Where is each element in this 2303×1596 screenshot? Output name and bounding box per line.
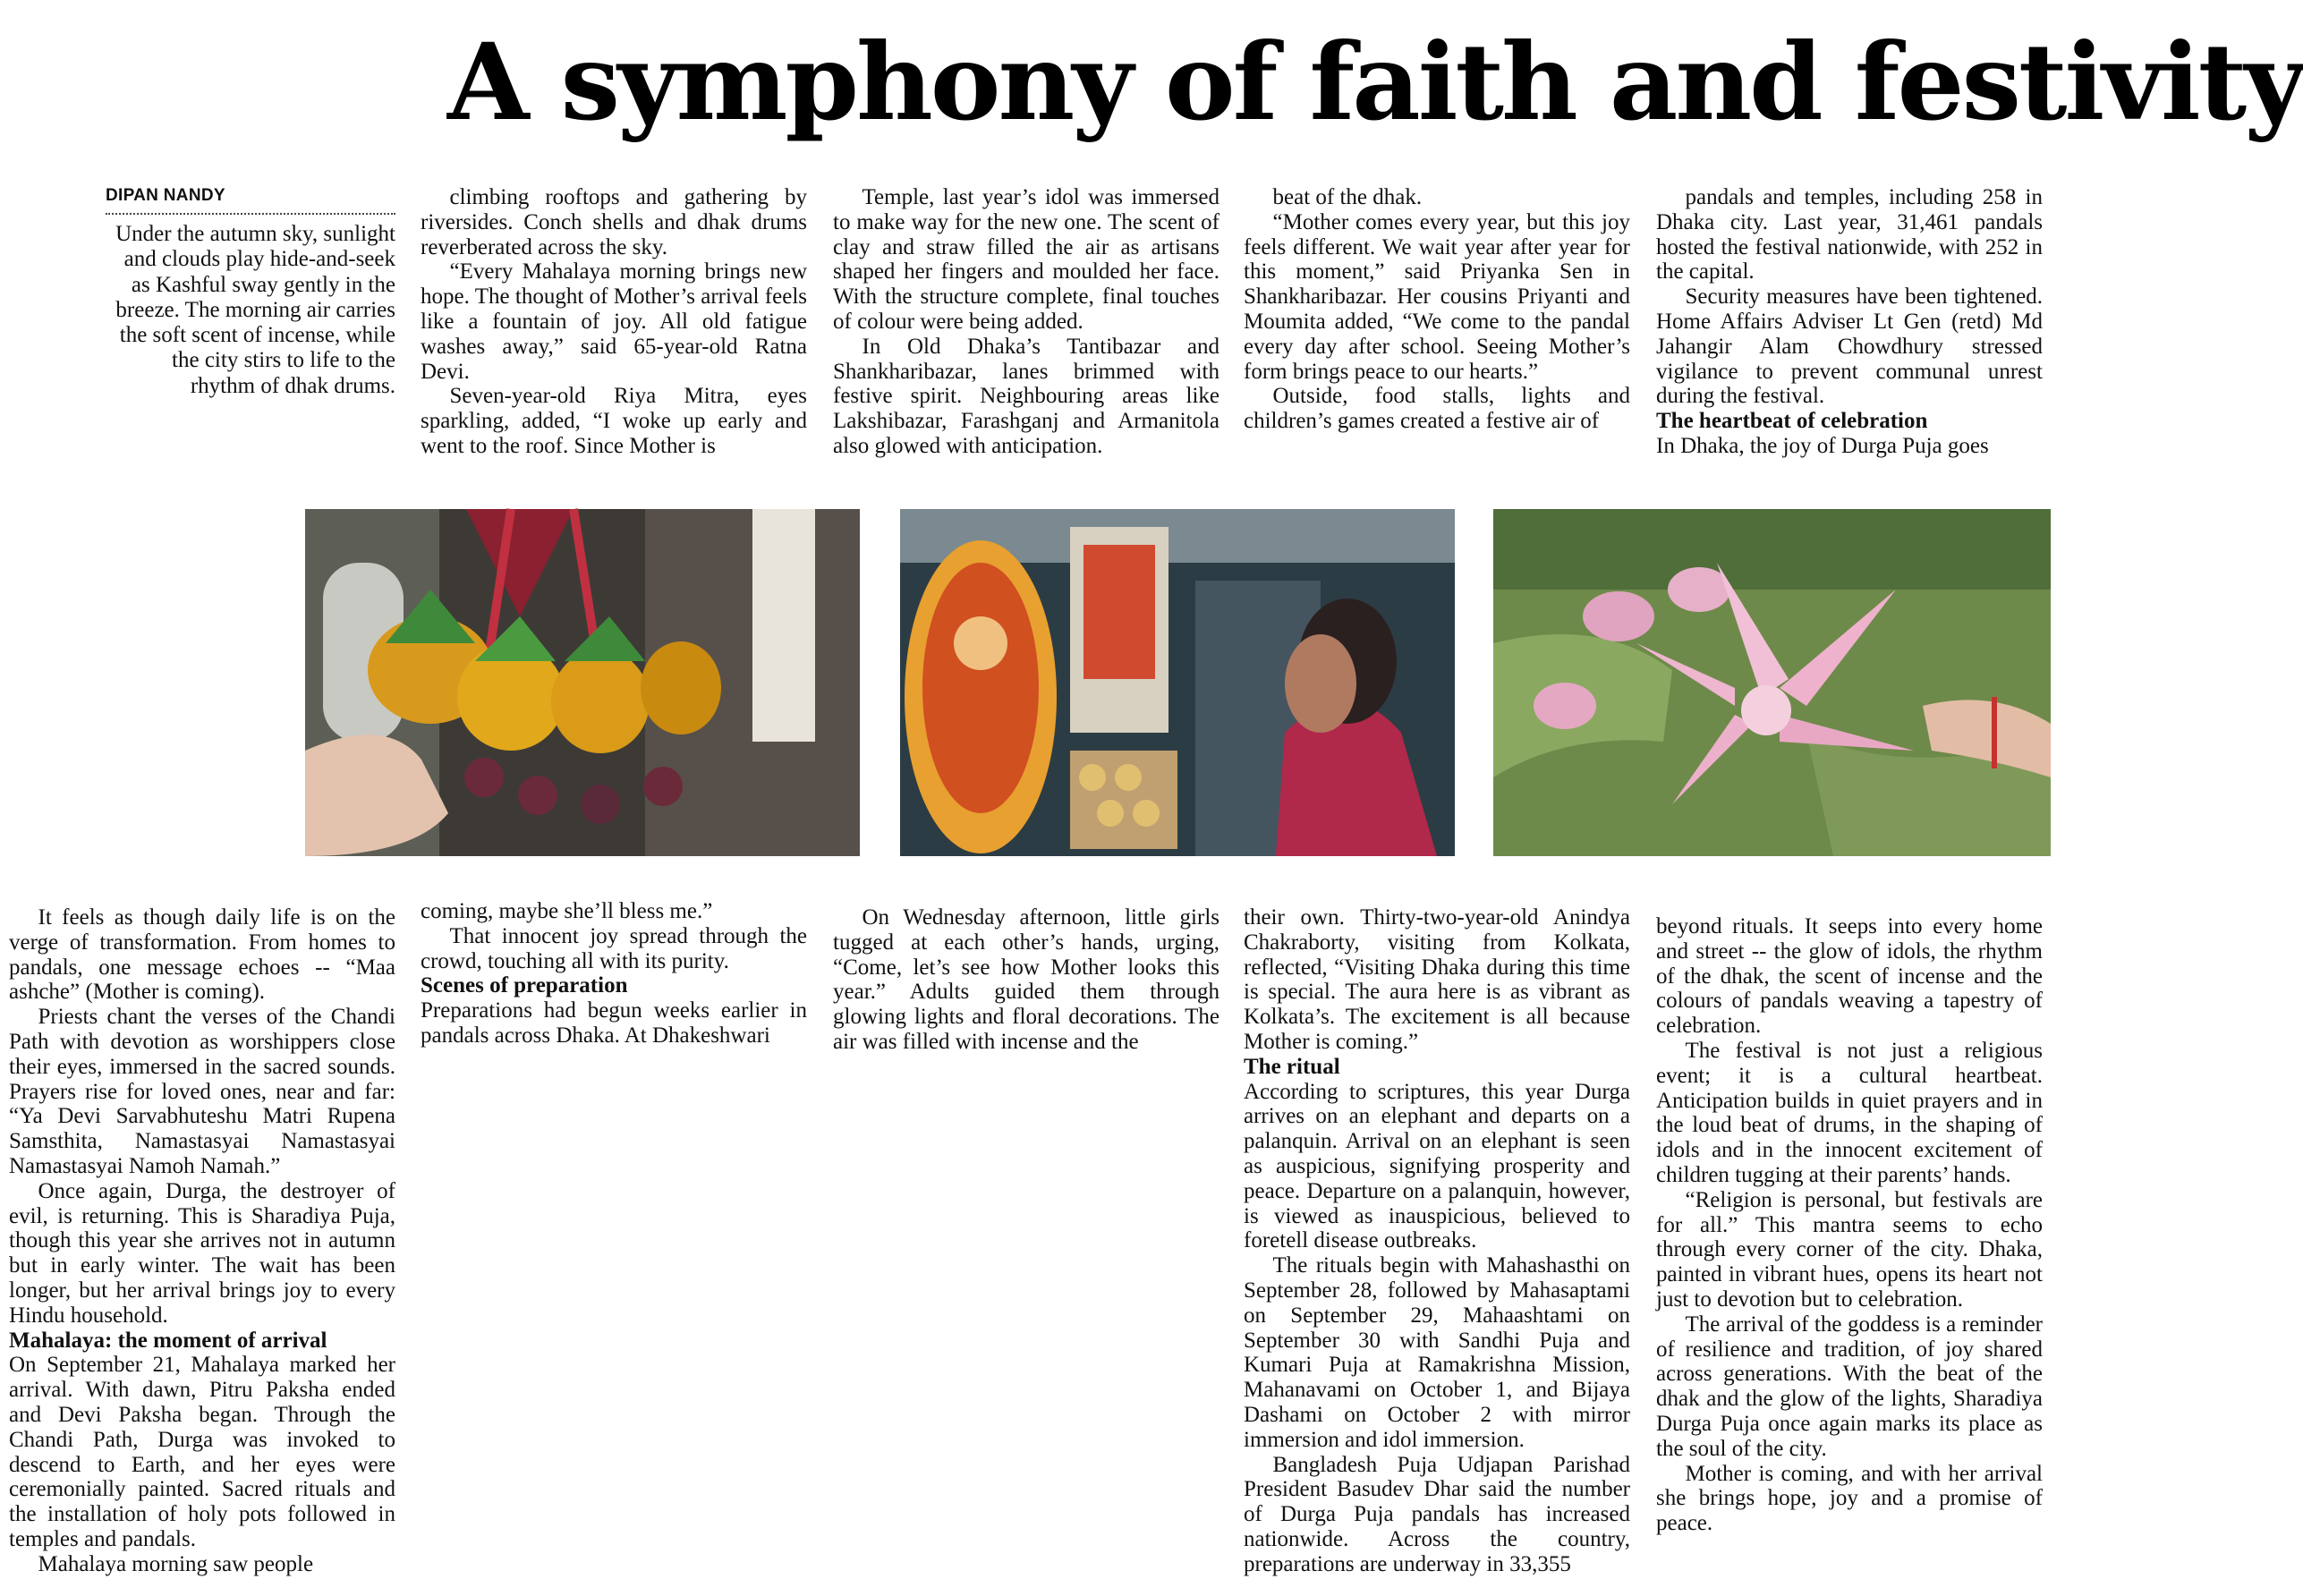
article-column-bottom-4 (1244, 905, 1630, 1594)
paragraph: Under the autumn sky, sunlight and clouds play hide-and-seek as Kashful sway gently in the breeze. The morning air carries the soft scent of incense, while the city stirs to life to the rhythm of dhak drums. (115, 222, 395, 398)
section-heading-mahalaya: Mahalaya: the moment of arrival (9, 1328, 327, 1353)
col5-tail: In Dhaka, the joy of Durga Puja goes (1656, 433, 1989, 458)
paragraph: Preparations had begun weeks earlier in pandals across Dhaka. At Dhakeshwari (421, 998, 807, 1048)
photo-lotus-flowers (1493, 509, 2051, 856)
intro-text (106, 222, 395, 399)
paragraph: That innocent joy spread through the crowd, touching all with its purity. (421, 923, 807, 973)
article-column-top-3 (833, 185, 1219, 473)
col2-text-b (421, 998, 807, 1048)
col1-text-a (9, 905, 395, 1329)
paragraph: The rituals begin with Mahashasthi on September 28, followed by Mahasaptami on September 29, Mahaashtami on September 30 with Sandhi Puja and Kumari Puja at Ramakrishna Mission, Mahanavami on October 1, and Bijaya Dashami on October 2 with mirror immersion and idol immersion. (1244, 1253, 1630, 1452)
col2-text-a (421, 899, 807, 973)
paragraph: Seven-year-old Riya Mitra, eyes sparkling, added, “I woke up early and went to the roof. Since Mother is (421, 384, 807, 458)
paragraph: It feels as though daily life is on the verge of transformation. From homes to pandals, one message echoes -- “Maa ashche” (Mother is coming). (9, 905, 395, 1005)
photo-ritual-pots (305, 509, 860, 856)
paragraph: “Every Mahalaya morning brings new hope. The thought of Mother’s arrival feels like a fountain of joy. All old fatigue washes away,” said 65-year-old Ratna Devi. (421, 259, 807, 384)
article-column-top-2 (421, 185, 807, 473)
article-column-bottom-5 (1656, 914, 2043, 1594)
paragraph: “Mother comes every year, but this joy feels different. We wait year after year for this moment,” said Priyanka Sen in Shankharibazar. Her cousins Priyanti and Moumita added, “We come to the pandal every day after school. Seeing Mother’s form brings peace to our hearts.” (1244, 209, 1630, 384)
photo-durga-portrait (900, 509, 1455, 856)
byline: DIPAN NANDY (106, 184, 395, 215)
paragraph: Mahalaya morning saw people (38, 1551, 314, 1576)
paragraph: In Old Dhaka’s Tantibazar and Shankharibazar, lanes brimmed with festive spirit. Neighbouring areas like Lakshibazar, Farashganj and Armanitola also glowed with anticipation. (833, 334, 1219, 458)
section-heading-ritual: The ritual (1244, 1054, 1340, 1079)
col4-text-b (1244, 1080, 1630, 1577)
article-column-top-5 (1656, 185, 2043, 473)
article-intro-column (106, 184, 395, 471)
paragraph: beat of the dhak. (1272, 185, 1423, 209)
paragraph: Once again, Durga, the destroyer of evil, is returning. This is Sharadiya Puja, though this year she arrives not in autumn but in early winter. The wait has been longer, but her arrival brings joy to every Hindu household. (9, 1178, 395, 1328)
paragraph: Mother is coming, and with her arrival she brings hope, joy and a promise of peace. (1656, 1461, 2043, 1536)
section-heading-heartbeat: The heartbeat of celebration (1656, 409, 1928, 434)
paragraph: their own. Thirty-two-year-old Anindya Chakraborty, visiting from Kolkata, reflected, “Visiting Dhaka during this time is special. The aura here is as vibrant as Kolkata’s. The excitement is all because Mother is coming.” (1244, 905, 1630, 1054)
paragraph: On September 21, Mahalaya marked her arrival. With dawn, Pitru Paksha ended and Devi Paksha began. Through the Chandi Path, Durga was invoked to descend to Earth, and her eyes were ceremonially painted. Sacred rituals and the installation of holy pots followed in temples and pandals. (9, 1353, 395, 1551)
paragraph: pandals and temples, including 258 in Dhaka city. Last year, 31,461 pandals hosted the festival nationwide, with 252 in the capital. (1656, 185, 2043, 284)
paragraph: Temple, last year’s idol was immersed to make way for the new one. The scent of clay and straw filled the air as artisans shaped her fingers and moulded her face. With the structure complete, final touches of colour were being added. (833, 185, 1219, 334)
col4-text-a (1244, 905, 1630, 1055)
paragraph: “Religion is personal, but festivals are for all.” This mantra seems to echo through every corner of the city. Dhaka, painted in vibrant hues, opens its heart not just to devotion but to celebration. (1656, 1187, 2043, 1312)
paragraph: The arrival of the goddess is a reminder of resilience and tradition, of joy shared across generations. With the beat of the dhak and the glow of the lights, Sharadiya Durga Puja once again marks its place as the soul of the city. (1656, 1312, 2043, 1461)
paragraph: The festival is not just a religious event; it is a cultural heartbeat. Anticipation builds in quiet prayers and in the loud beat of drums, in the shaping of idols and in the innocent excitement of children tugging at their parents’ hands. (1656, 1038, 2043, 1187)
col1-text-b (9, 1353, 395, 1576)
section-heading-preparation: Scenes of preparation (421, 973, 628, 998)
article-column-bottom-2 (421, 899, 807, 1078)
paragraph: climbing rooftops and gathering by riversides. Conch shells and dhak drums reverberated across the sky. (421, 185, 807, 259)
article-column-bottom-1 (9, 905, 395, 1594)
paragraph: Outside, food stalls, lights and children’s games created a festive air of (1244, 384, 1630, 434)
paragraph: beyond rituals. It seeps into every home and street -- the glow of idols, the rhythm of the dhak, the scent of incense and the colours of pandals weaving a tapestry of celebration. (1656, 914, 2043, 1039)
paragraph: coming, maybe she’ll bless me.” (421, 899, 713, 923)
paragraph: Bangladesh Puja Udjapan Parishad President Basudev Dhar said the number of Durga Puja pandals has increased nationwide. Across the country, preparations are underway in 33,355 (1244, 1452, 1630, 1576)
paragraph: Priests chant the verses of the Chandi Path with devotion as worshippers close their eyes, immersed in the sacred sounds. Prayers rise for loved ones, near and far: “Ya Devi Sarvabhuteshu Matri Rupena Samsthita, Namastasyai Namastasyai Namastasyai Namoh Namah.” (9, 1005, 395, 1178)
article-column-top-4 (1244, 185, 1630, 473)
headline: A symphony of faith and festivity (447, 20, 2303, 144)
article-column-bottom-3 (833, 905, 1219, 1075)
col5-text (1656, 185, 2043, 409)
paragraph: According to scriptures, this year Durga arrives on an elephant and departs on a palanquin. Arrival on an elephant is seen as auspicious, signifying prosperity and peace. Departure on a palanquin, however, is viewed as inauspicious, believed to foretell disease outbreaks. (1244, 1079, 1630, 1253)
paragraph: Security measures have been tightened. Home Affairs Adviser Lt Gen (retd) Md Jahangir Alam Chowdhury stressed vigilance to prevent communal unrest during the festival. (1656, 284, 2043, 409)
paragraph: On Wednesday afternoon, little girls tugged at each other’s hands, urging, “Come, let’s see how Mother looks this year.” Adults guided them through glowing lights and floral decorations. The air was filled with incense and the (833, 905, 1219, 1054)
